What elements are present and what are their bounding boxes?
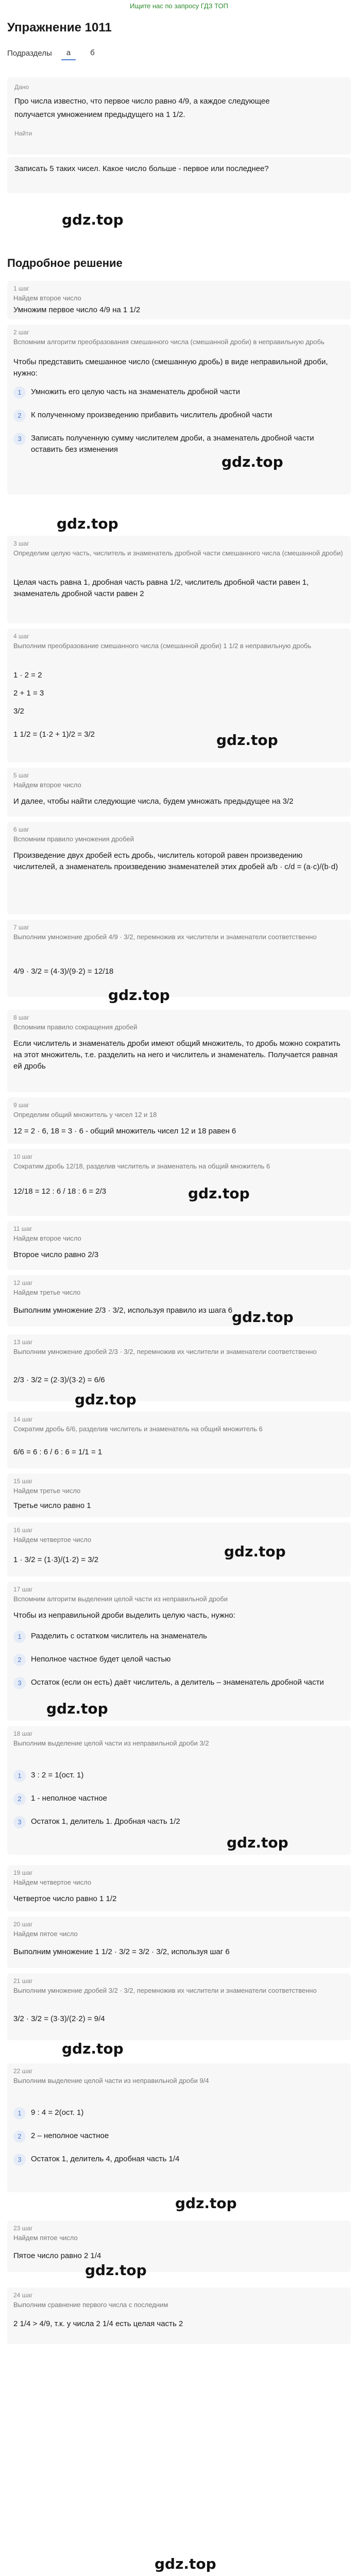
step-hint: Вспомним правило умножения дробей [13,835,134,843]
step-hint: Выполним умножение дробей 3/2 · 3/2, перемножив их числители и знаменатели соответственно [13,1987,317,1994]
step-number: 10 шаг [13,1153,33,1160]
list-item [13,1816,343,1828]
list-number: 1 [13,2107,26,2120]
math-line: 1 1/2 = (1·2 + 1)/2 = 3/2 [13,730,95,739]
step-hint: Вспомним правило сокращения дробей [13,1023,138,1031]
step-number: 20 шаг [13,1921,33,1928]
math-line: 3/2 [13,707,24,716]
step-text: 2 1/4 > 4/9, т.к. у числа 2 1/4 есть целая часть 2 [13,2319,183,2328]
list-text: Умножить его целую часть на знаменатель дробной части [31,387,240,396]
list-number: 3 [13,1677,26,1689]
list-number: 1 [13,1770,26,1782]
promo-banner[interactable]: Ищите нас по запросу ГДЗ ТОП [130,2,228,10]
watermark: gdz.top [216,732,278,749]
step-hint: Вспомним алгоритм преобразования смешанного числа (смешанной дроби) в неправильную дробь [13,338,325,346]
step-number: 7 шаг [13,924,29,931]
math-line: 12/18 = 12 : 6 / 18 : 6 = 2/3 [13,1187,107,1196]
list-number: 3 [13,1816,26,1828]
step-text: Пятое число равно 2 1/4 [13,2251,101,2260]
step-text: Умножим первое число 4/9 на 1 1/2 [13,306,141,314]
subsections-bar [7,46,100,60]
watermark: gdz.top [232,1309,294,1326]
list-item [13,1770,343,1782]
step-card [7,768,351,817]
math-line: 12 = 2 · 6, 18 = 3 · 6 - общий множитель чисел 12 и 18 равен 6 [13,1127,236,1136]
step-card [7,281,351,319]
step-hint: Выполним сравнение первого числа с последним [13,2301,168,2309]
step-card [7,1973,351,2040]
watermark: gdz.top [75,1391,137,1408]
given-line-2: получается умножением предыдущего на 1 1/2. [14,110,185,119]
step-text: И далее, чтобы найти следующие числа, будем умножать предыдущее на 3/2 [13,797,294,806]
step-hint: Найдем второе число [13,1234,81,1242]
list-item [13,410,343,422]
list-item [13,1793,343,1805]
step-number: 17 шаг [13,1586,33,1593]
list-number: 2 [13,1793,26,1805]
list-text: 1 - неполное частное [31,1794,107,1803]
watermark: gdz.top [175,2195,237,2212]
step-card [7,1522,351,1577]
step-card [7,1334,351,1401]
list-text: 9 : 4 = 2(ост. 1) [31,2108,84,2117]
list-text: Остаток 1, делитель 4, дробная часть 1/4 [31,2155,180,2163]
math-line: 6/6 = 6 : 6 / 6 : 6 = 1/1 = 1 [13,1448,103,1456]
step-hint: Найдем второе число [13,781,81,789]
step-hint: Определим целую часть, числитель и знаменатель дробной части смешанного числа (смешанной дроби) [13,549,343,557]
step-card [7,1865,351,1911]
step-hint: Выполним выделение целой части из неправильной дроби 9/4 [13,2077,209,2084]
step-card [7,2221,351,2272]
step-hint: Найдем пятое число [13,1930,78,1938]
watermark: gdz.top [221,453,283,470]
step-number: 21 шаг [13,1977,33,1985]
find-line-1: Записать 5 таких чисел. Какое число больше - первое или последнее? [14,164,269,173]
step-hint: Сократим дробь 12/18, разделив числитель и знаменатель на общий множитель 6 [13,1162,270,1170]
page-title: Упражнение 1011 [7,21,112,35]
subsections-label: Подразделы [7,49,52,58]
step-number: 4 шаг [13,633,29,640]
list-number: 2 [13,1654,26,1666]
watermark: gdz.top [188,1185,250,1202]
step-card [7,1726,351,1855]
list-text: Разделить с остатком числитель на знаменатель [31,1632,207,1640]
watermark: gdz.top [62,211,124,228]
step-hint: Найдем третье число [13,1487,81,1495]
list-item [13,386,343,399]
step-card [7,2287,351,2344]
step-number: 5 шаг [13,772,29,779]
watermark: gdz.top [224,1543,286,1560]
list-number: 2 [13,2130,26,2143]
step-text: Если числитель и знаменатель дроби имеют общий множитель, то дробь можно сократить на этот множитель, т.е. разделить на него и числитель и знаменатель. Получается равная ей дробь [13,1039,340,1071]
step-card [7,1221,351,1270]
step-text: Выполним умножение 2/3 · 3/2, используя правило из шага 6 [13,1306,233,1315]
step-hint: Выполним преобразование смешанного числа (смешанной дроби) 1 1/2 в неправильную дробь [13,642,312,650]
step-number: 12 шаг [13,1279,33,1286]
solution-heading: Подробное решение [7,257,123,269]
math-line: 1 · 2 = 2 [13,671,42,680]
step-card [7,1010,351,1092]
step-card [7,1275,351,1327]
step-number: 8 шаг [13,1014,29,1021]
list-number: 3 [13,2154,26,2166]
step-number: 18 шаг [13,1730,33,1737]
list-item [13,2130,343,2143]
list-text: К полученному произведению прибавить числитель дробной части [31,411,272,419]
step-number: 1 шаг [13,285,29,292]
step-number: 3 шаг [13,540,29,547]
step-hint: Определим общий множитель у чисел 12 и 18 [13,1111,157,1118]
watermark: gdz.top [85,2262,147,2279]
step-hint: Вспомним алгоритм выделения целой части из неправильной дроби [13,1595,228,1603]
watermark: gdz.top [62,2040,124,2057]
step-text: Произведение двух дробей есть дробь, числитель которой равен произведению числителей, а знаменатель произведению знаменателей этих дробей a/b · c/d = (a·c)/(b·d) [13,851,338,871]
step-card [7,1412,351,1468]
list-item [13,1677,343,1689]
step-text: Чтобы представить смешанное число (смешанную дробь) в виде неправильной дроби, нужно: [13,358,328,378]
step-card [7,629,351,762]
step-number: 19 шаг [13,1869,33,1876]
step-card [7,1097,351,1144]
step-number: 14 шаг [13,1416,33,1423]
list-text: Остаток 1, делитель 1. Дробная часть 1/2 [31,1817,180,1826]
step-hint: Найдем четвертое число [13,1536,92,1544]
step-text: Целая часть равна 1, дробная часть равна 1/2, числитель дробной части равен 1, знаменатель дробной части равен 2 [13,578,309,598]
watermark: gdz.top [108,987,170,1004]
step-number: 9 шаг [13,1101,29,1109]
list-text: 3 : 2 = 1(ост. 1) [31,1771,84,1780]
step-text: Третье число равно 1 [13,1501,91,1510]
step-hint: Найдем четвертое число [13,1878,92,1886]
step-number: 23 шаг [13,2225,33,2232]
list-text: 2 – неполное частное [31,2131,109,2140]
step-number: 16 шаг [13,1527,33,1534]
find-box [7,157,351,193]
step-number: 13 шаг [13,1338,33,1346]
step-hint: Найдем пятое число [13,2234,78,2242]
math-line: 3/2 · 3/2 = (3·3)/(2·2) = 9/4 [13,2014,105,2023]
given-box [7,77,351,155]
step-card [7,325,351,495]
math-line: 1 · 3/2 = (1·3)/(1·2) = 3/2 [13,1555,99,1564]
step-card [7,1473,351,1517]
watermark: gdz.top [46,1700,108,1717]
list-number: 3 [13,433,26,445]
list-item [13,2154,343,2166]
list-number: 2 [13,410,26,422]
given-tag: Дано [14,83,29,91]
find-tag: Найти [14,130,32,137]
list-item [13,2107,343,2120]
step-hint: Найдем третье число [13,1289,81,1296]
list-item [13,433,343,455]
step-number: 11 шаг [13,1225,32,1232]
step-text: Чтобы из неправильной дроби выделить целую часть, нужно: [13,1611,235,1620]
step-hint: Сократим дробь 6/6, разделив числитель и знаменатель на общий множитель 6 [13,1425,263,1433]
step-number: 2 шаг [13,329,29,336]
watermark: gdz.top [227,1834,288,1851]
step-card [7,1149,351,1216]
math-line: 2/3 · 3/2 = (2·3)/(3·2) = 6/6 [13,1376,105,1384]
list-item [13,1631,343,1643]
step-card [7,2063,351,2192]
step-card [7,536,351,623]
subsection-tab-a[interactable]: a [61,46,76,60]
step-card [7,920,351,997]
step-text: Четвертое число равно 1 1/2 [13,1894,117,1903]
list-text: Остаток (если он есть) даёт числитель, а делитель – знаменатель дробной части [31,1678,324,1687]
step-number: 22 шаг [13,2067,33,2075]
step-number: 24 шаг [13,2292,33,2299]
watermark: gdz.top [155,2555,216,2572]
list-text: Неполное частное будет целой частью [31,1655,171,1664]
step-card [7,822,351,914]
step-hint: Выполним умножение дробей 4/9 · 3/2, перемножив их числители и знаменатели соответственно [13,933,317,941]
given-line-1: Про числа известно, что первое число равно 4/9, а каждое следующее [14,97,270,106]
math-line: 2 + 1 = 3 [13,689,44,698]
list-text: Записать полученную сумму числителем дроби, а знаменатель дробной части оставить без изменения [31,434,314,454]
subsection-tab-b[interactable]: б [90,48,95,57]
step-card [7,1917,351,1968]
math-line: 4/9 · 3/2 = (4·3)/(9·2) = 12/18 [13,967,114,976]
list-number: 1 [13,386,26,399]
step-hint: Выполним умножение дробей 2/3 · 3/2, перемножив их числители и знаменатели соответственно [13,1348,317,1355]
step-hint: Выполним выделение целой части из неправильной дроби 3/2 [13,1739,209,1747]
step-text: Выполним умножение 1 1/2 · 3/2 = 3/2 · 3/2, используя шаг 6 [13,1947,230,1956]
step-number: 15 шаг [13,1478,33,1485]
step-text: Второе число равно 2/3 [13,1250,99,1259]
step-number: 6 шаг [13,826,29,833]
step-hint: Найдем второе число [13,294,81,302]
watermark: gdz.top [57,515,118,532]
list-item [13,1654,343,1666]
list-number: 1 [13,1631,26,1643]
